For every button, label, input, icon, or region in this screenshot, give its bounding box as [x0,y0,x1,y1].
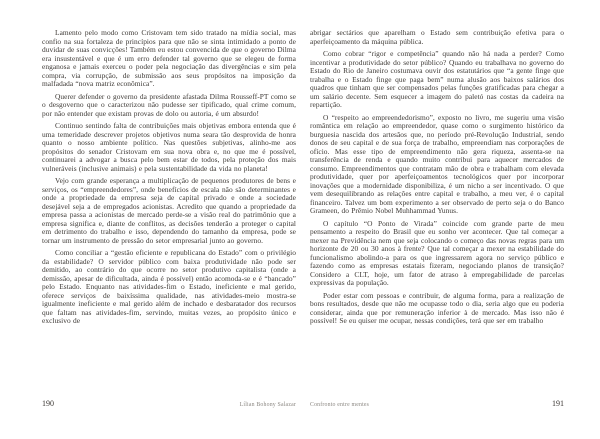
footer-left [42,399,296,408]
page-number: 191 [552,399,564,408]
page-number: 190 [42,399,54,408]
page-left [42,29,296,330]
paragraph: Lamento pelo modo como Cristovam tem sido tratado na mídia social, mas confio na sua fortaleza de princípios para que não se sinta intimidado a ponto de duvidar de suas convicções! Também eu estou convencida de que o governo Dilma era insustentável e que é um erro defender tal governo que se elegeu de forma enganosa e jamais exerceu o poder pela negociação das divergências e sim pela compra, via corrupção, de submissão aos seus propósitos na imposição da malfadada “nova matriz econômica”. [42,28,296,88]
paragraph: O “respeito ao empreendedorismo”, exposto no livro, me sugeriu uma visão romântica em relação ao empreendedor, quase como o surgimento histórico da burguesia nascida dos artesãos que, no período pré-Revolução Industrial, sendo donos de seu capital e de sua força de trabalho, empreendiam nas corporações de ofício. Mas esse tipo de empreendimento não gera riqueza, assenta-se na transferência de renda e quando muito contribui para aquecer mercados de consumo. Empreendimentos que contratam mão de obra e trabalham com elevada produtividade, quer por aperfeiçoamentos tecnológicos quer por incorporar inovações que a modernidade disponibiliza, é um nicho a ser incentivado. O que vem desequilibrando as relações entre capital e trabalho, a meu ver, é o capital financeiro. Talvez um bom experimento a ser observado de perto seja o do Banco Grameen, do Prêmio Nobel Muhhammad Yunus. [310,112,564,215]
paragraph: Como cobrar “rigor e competência” quando não há nada a perder? Como incentivar a produtividade do setor público? Quando eu trabalhava no governo do Estado do Rio de Janeiro costumava ouvir dos estatutários que “a gente finge que trabalha e o Estado finge que paga bem” numa alusão aos baixos salários dos quadros que tinham que ser compensados pelas funções gratificadas para chegar a um salário decente. Sem esquecer a imagem do paletó nas costas da cadeira na repartição. [310,49,564,109]
paragraph: O capítulo “O Ponto de Virada” coincide com grande parte de meu pensamento a respeito do Brasil que eu sonho ver acontecer. Que tal começar a mexer na Previdência nem que seja colocando o começo das novas regras para um horizonte de 20 ou 30 anos à frente? Que tal começar a mexer na estabilidade do funcionalismo abolindo-a para os que ingressarem agora no serviço público e fazendo como as empresas estatais fizeram, negociando planos de transição? Considero a CLT, hoje, um fator de atraso à empregabilidade de parcelas expressivas da população. [310,218,564,287]
paragraph: Querer defender o governo da presidente afastada Dilma Rousseff-PT como se o desgoverno que o caracterizou não pudesse ser tipificado, qual crime comum, por não entender que existam provas de dolo ou autoria, é um absurdo! [42,91,296,118]
running-footer-title: Confronto entre mentes [310,402,370,408]
paragraph: Vejo com grande esperança a multiplicação de pequenos produtores de bens e serviços, os “empreendedores”, onde benefícios de escala não são determinantes e onde a propriedade da empresa seja de capital privado e onde a sociedade desejável seja a de empregados acionistas. Acredito que quando a propriedade da empresa passa a acionistas de mercado perde-se a visão real do patrimônio que a empresa significa e, diante de conflitos, as decisões tenderão a proteger o capital em detrimento do trabalho e isso, dependendo do tamanho da empresa, pode se tornar um instrumento de pressão do setor empresarial junto ao governo. [42,176,296,245]
paragraph: Continuo sentindo falta de contribuições mais objetivas embora entenda que é uma temeridade descrever projetos objetivos numa seara tão desprovida de honra quanto o nosso ambiente político. Nas questões subjetivas, alinho-me aos propósitos do senador Cristovam em sua nova obra e, no que me é possível, continuarei a advogar a busca pelo bem estar de todos, pela proteção dos mais vulneráveis (inclusive animais) e pela sustentabilidade da vida no planeta! [42,121,296,173]
paragraph: Como conciliar a “gestão eficiente e republicana do Estado” com o privilégio da estabilidade? O servidor público com baixa produtividade não pode ser demitido, ao contrário do que ocorre no setor produtivo capitalista (onde a demissão, apesar de dificultada, ainda é possível) então acomoda-se e é “bancado” pelo Estado. Enquanto nas atividades-fim o Estado, ineficiente e mal gerido, oferece serviços de baixíssima qualidade, nas atividades-meio mostra-se igualmente ineficiente e mal gerido além de inchado e desbaratador dos recursos que faltam nas atividades-fim, servindo, muitas vezes, ao propósito único e exclusivo de [42,248,296,325]
page-right [310,29,564,330]
paragraph: Poder estar com pessoas e contribuir, de alguma forma, para a realização de bons resultados, desde que não me ocupasse todo o dia, seria algo que eu poderia considerar, ainda que por remuneração inferior à de mercado. Mas isso não é possível! Se eu quiser me ocupar, nessas condições, terá que ser em trabalho [310,290,564,325]
running-footer-author: Lílian Bohony Salazar [239,402,296,408]
footer-right [310,399,564,408]
paragraph: abrigar sectários que aparelham o Estado sem contribuição efetiva para o aperfeiçoamento da máquina pública. [310,28,564,46]
